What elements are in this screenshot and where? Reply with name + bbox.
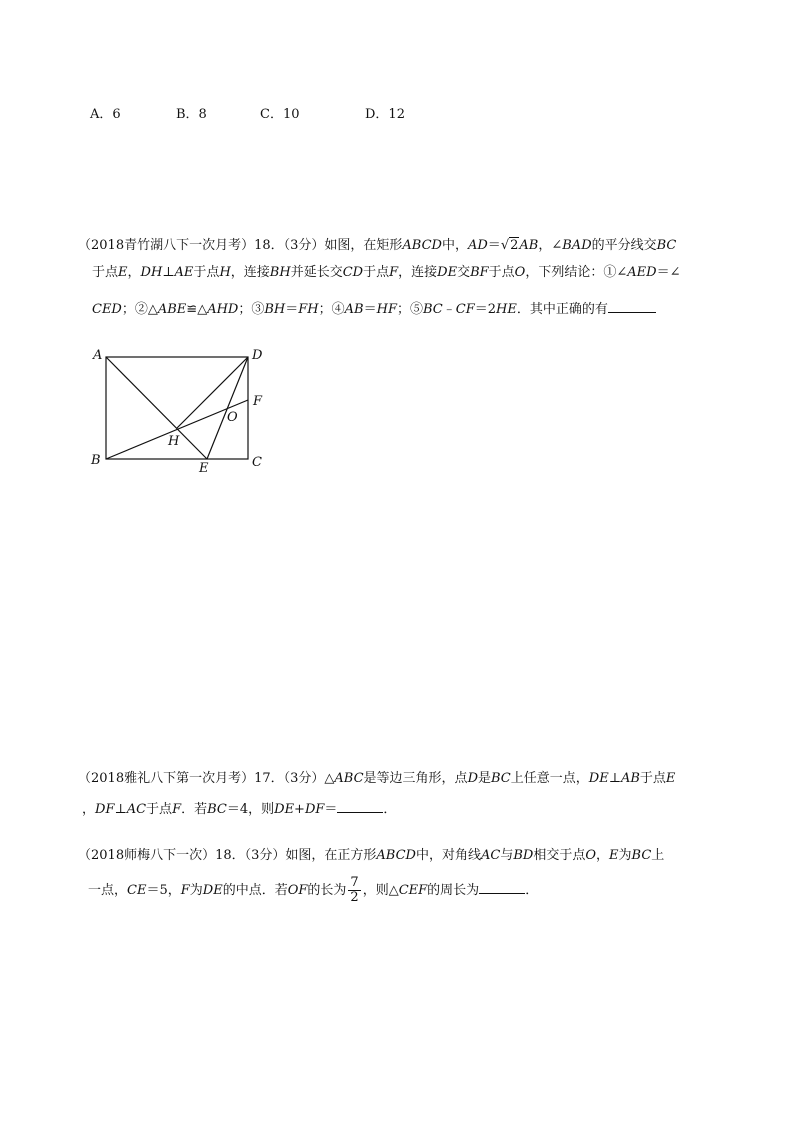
answer-blank	[608, 300, 656, 313]
question-1-line-2: 于点E，DH⊥AE于点H，连接BH并延长交CD于点F，连接DE交BF于点O，下列结论：①∠AED＝∠	[92, 265, 681, 280]
question-1-line-1: （2018青竹湖八下一次月考）18．（3分）如图，在矩形ABCD中，AD＝√2AB，∠BAD的平分线交BC	[78, 238, 677, 253]
question-1-line-3: CED；②△ABE≌△AHD；③BH＝FH；④AB＝HF；⑤BC﹣CF＝2HE．其中正确的有	[92, 300, 656, 319]
question-2-line-2: ，DF⊥AC于点F．若BC＝4，则DE+DF＝ ．	[82, 802, 397, 817]
label-b: B	[91, 453, 101, 468]
label-o: O	[227, 410, 238, 425]
label-c: C	[252, 455, 262, 470]
label-a: A	[93, 348, 103, 363]
label-d: D	[252, 348, 263, 363]
option-c: C．10	[260, 107, 300, 122]
option-d: D．12	[365, 107, 405, 122]
label-e: E	[199, 461, 209, 476]
label-h: H	[168, 434, 180, 449]
segment-bf	[106, 400, 248, 459]
option-a: A．6	[90, 107, 121, 122]
segment-ae	[106, 357, 207, 459]
rectangle-figure	[86, 342, 276, 477]
question-3-line-1: （2018师梅八下一次）18．（3分）如图，在正方形ABCD中，对角线AC与BD相交于点O，E为BC上	[78, 848, 665, 863]
fraction: $\frac{7}{2}$	[350, 875, 359, 905]
question-3-line-2: 一点，CE＝5，F为DE的中点．若OF的长为 $\frac{7}{2}$ ，则△CEF的周长为 ．	[88, 875, 539, 905]
label-f: F	[253, 394, 263, 409]
answer-blank	[479, 881, 525, 894]
answer-blank	[337, 800, 383, 813]
question-2-line-1: （2018雅礼八下第一次月考）17．（3分）△ABC是等边三角形，点D是BC上任意一点，DE⊥AB于点E	[78, 771, 676, 786]
sqrt-symbol: √2	[500, 238, 519, 253]
option-b: B．8	[176, 107, 207, 122]
